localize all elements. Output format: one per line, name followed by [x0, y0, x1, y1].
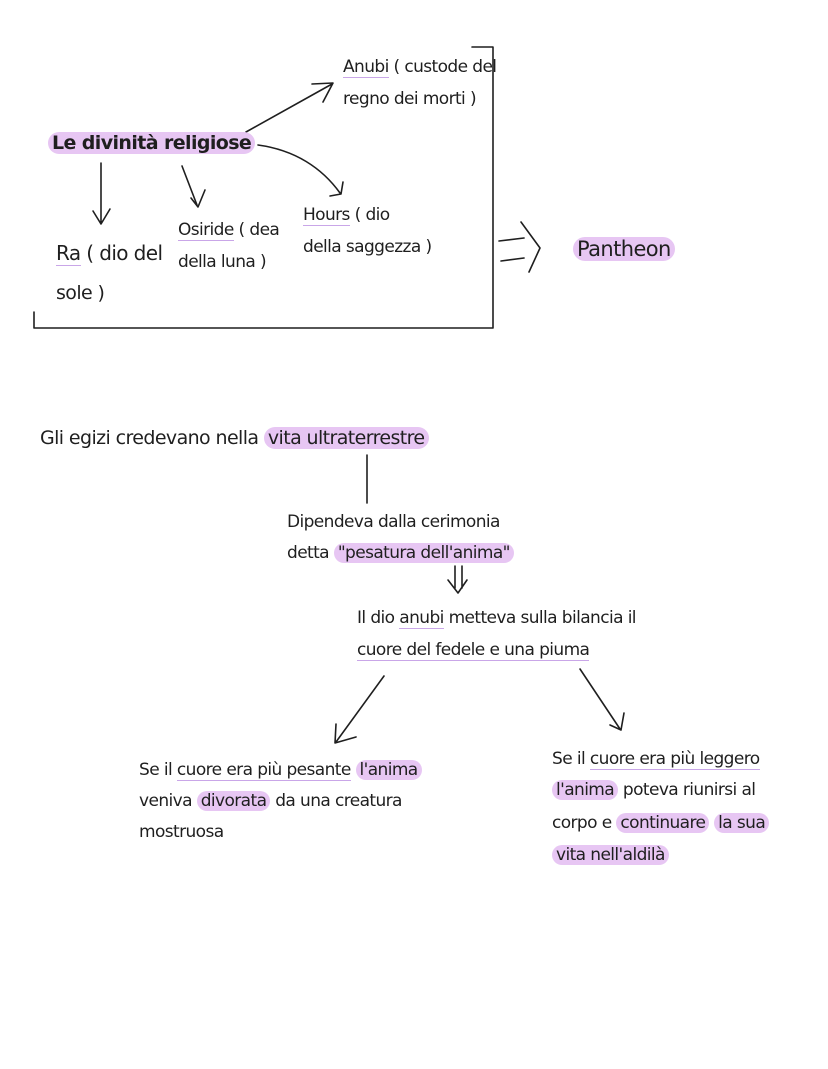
- node-pantheon: Pantheon: [573, 234, 675, 264]
- double-arrow-down: [448, 566, 467, 593]
- node-anubi: Anubi ( custode del: [343, 57, 497, 77]
- node-hours-line2: della saggezza ): [303, 237, 432, 257]
- arrow-to-ra: [93, 163, 110, 224]
- right-outcome-line1: Se il cuore era più leggero: [552, 749, 760, 769]
- dependeva-line2: detta "pesatura dell'anima": [287, 538, 514, 568]
- arrow-to-anubi: [246, 83, 333, 132]
- right-outcome-line4: vita nell'aldilà: [552, 840, 669, 870]
- node-osiride-line2: della luna ): [178, 252, 267, 272]
- arrow-to-hours: [258, 145, 343, 196]
- node-anubi-line2: regno dei morti ): [343, 89, 476, 109]
- node-ra: Ra ( dio del: [56, 241, 163, 265]
- anubi-line1: Il dio anubi metteva sulla bilancia il: [357, 608, 636, 628]
- dependeva-line1: Dipendeva dalla cerimonia: [287, 512, 500, 532]
- node-hours: Hours ( dio: [303, 205, 390, 225]
- anubi-line2: cuore del fedele e una piuma: [357, 640, 590, 660]
- implies-arrow: [499, 222, 540, 272]
- arrow-to-right: [580, 669, 624, 730]
- node-ra-line2: sole ): [56, 282, 105, 304]
- left-outcome-line1: Se il cuore era più pesante l'anima: [139, 755, 422, 785]
- arrow-to-left: [335, 676, 384, 743]
- left-outcome-line2: veniva divorata da una creatura: [139, 791, 402, 811]
- right-outcome-line2: l'anima poteva riunirsi al: [552, 775, 755, 805]
- left-outcome-line3: mostruosa: [139, 822, 224, 842]
- node-osiride: Osiride ( dea: [178, 220, 280, 240]
- arrow-to-osiride: [182, 166, 205, 207]
- right-outcome-line3: corpo e continuare la sua: [552, 808, 769, 838]
- intro-line: Gli egizi credevano nella vita ultraterrestre: [40, 423, 429, 453]
- title-divinita: Le divinità religiose: [48, 128, 255, 158]
